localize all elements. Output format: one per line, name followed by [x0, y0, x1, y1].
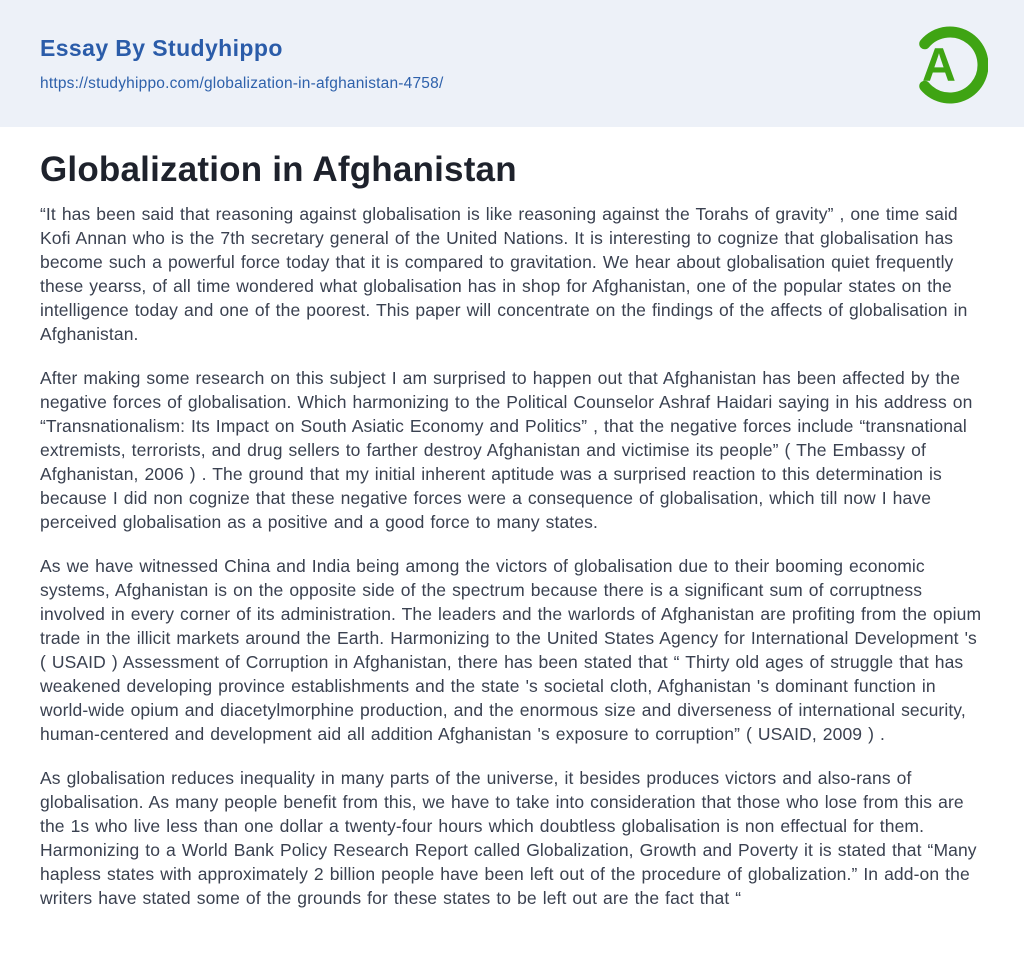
page-header — [0, 0, 1024, 127]
essay-paragraph-4: As globalisation reduces inequality in many parts of the universe, it besides produces victors and also-rans of globalisation. As many people benefit from this, we have to take into consideration that those who lose from this are the 1s who live less than one dollar a twenty-four hours which doubtless globalisation is non effectual for them. Harmonizing to a World Bank Policy Research Report called Globalization, Growth and Poverty it is stated that “Many hapless states with approximately 2 billion people have been left out of the procedure of globalization.” In add-on the writers have stated some of the grounds for these states to be left out are the fact that “ — [40, 768, 977, 908]
essay-paragraph-1: “It has been said that reasoning against globalisation is like reasoning against the Torahs of gravity” , one time said Kofi Annan who is the 7th secretary general of the United Nations. It is interesting to cognize that globalisation has become such a powerful force today that it is compared to gravitation. We hear about globalisation quiet frequently these yearss, of all time wondered what globalisation has in shop for Afghanistan, one of the popular states on the intelligence today and one of the poorest. This paper will concentrate on the findings of the affects of globalisation in Afghanistan. — [40, 204, 968, 344]
logo-letter: A — [922, 37, 956, 91]
essay-paragraph-2: After making some research on this subject I am surprised to happen out that Afghanistan has been affected by the negative forces of globalisation. Which harmonizing to the Political Counselor Ashraf Haidari saying in his address on “Transnationalism: Its Impact on South Asiatic Economy and Politics” , that the negative forces include “transnational extremists, terrorists, and drug sellers to farther destroy Afghanistan and victimise its people” ( The Embassy of Afghanistan, 2006 ) . The ground that my initial inherent aptitude was a surprised reaction to this determination is because I did non cognize that these negative forces were a consequence of globalisation, which till now I have perceived globalisation as a positive and a good force to many states. — [40, 368, 973, 532]
essay-byline: Essay By Studyhippo — [40, 34, 283, 61]
essay-body — [40, 202, 984, 910]
source-url-link[interactable]: https://studyhippo.com/globalization-in-afghanistan-4758/ — [40, 74, 444, 92]
header-text-block — [40, 35, 443, 93]
essay-paragraph-3: As we have witnessed China and India being among the victors of globalisation due to their booming economic systems, Afghanistan is on the opposite side of the spectrum because there is a significant sum of corruptness involved in every corner of its administration. The leaders and the warlords of Afghanistan are profiting from the opium trade in the illicit markets around the Earth. Harmonizing to the United States Agency for International Development 's ( USAID ) Assessment of Corruption in Afghanistan, there has been stated that “ Thirty old ages of struggle that has weakened developing province establishments and the state 's societal cloth, Afghanistan 's dominant function in world-wide opium and diacetylmorphine production, and the enormous size and diverseness of international security, human-centered and development aid all addition Afghanistan 's exposure to corruption” ( USAID, 2009 ) . — [40, 556, 982, 744]
essay-content — [0, 127, 1024, 910]
essay-title: Globalization in Afghanistan — [40, 150, 517, 189]
studyhippo-logo-icon — [904, 17, 988, 111]
